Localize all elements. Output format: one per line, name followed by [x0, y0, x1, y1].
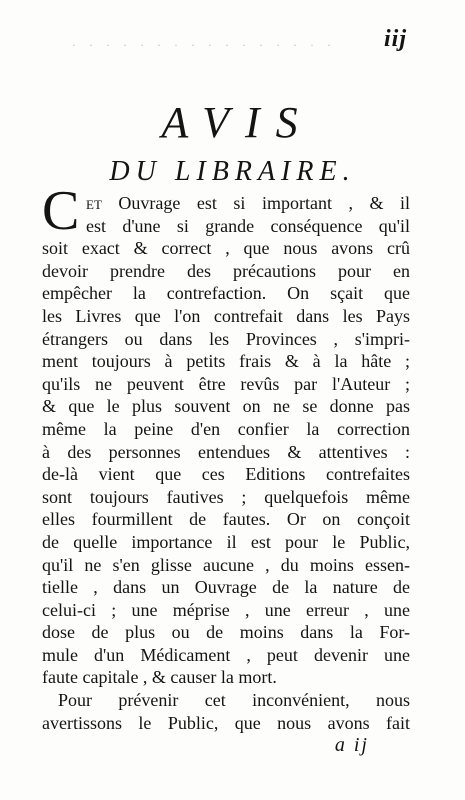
body-line: dose de plus ou de moins dans la For- — [42, 622, 410, 643]
body-line: et Ouvrage est si important , & il — [86, 193, 411, 213]
drop-cap: C — [42, 180, 80, 242]
body-line: & que le plus souvent on ne se donne pas — [42, 396, 410, 417]
signature-mark: a ij — [334, 734, 369, 756]
first-word: et — [86, 193, 102, 213]
body-line: de quelle importance il est pour le Public, — [42, 531, 410, 552]
body-line: même la peine d'en confier la correction — [42, 418, 410, 439]
header-ornament: · · · · · · · · · · · · · · · · — [72, 38, 336, 50]
body-line: étrangers ou dans les Provinces , s'impri- — [42, 328, 410, 349]
body-line: qu'ils ne peuvent être revûs par l'Auteur ; — [42, 373, 410, 394]
body-line: de-là vient que ces Editions contrefaites — [42, 464, 410, 485]
page-number: iij — [383, 26, 407, 52]
body-line: ment toujours à petits frais & à la hâte ; — [42, 351, 410, 372]
body-line: elles fourmillent de fautes. Or on conçoit — [42, 509, 410, 530]
page-title: AVIS — [161, 98, 314, 147]
body-line: devoir prendre des précautions pour en — [42, 260, 410, 281]
body-line: empêcher la contrefaction. On sçait que — [42, 283, 410, 304]
body-line: Pour prévenir cet inconvénient, nous — [58, 690, 410, 711]
body-line: tielle , dans un Ouvrage de la nature de — [42, 577, 410, 598]
body-line: est d'une si grande conséquence qu'il — [86, 215, 410, 236]
body-line: à des personnes entendues & attentives : — [42, 441, 410, 462]
body-line: qu'il ne s'en glisse aucune , du moins essen- — [42, 554, 410, 575]
body-line: celui-ci ; une méprise , une erreur , une — [42, 599, 410, 620]
body-line: soit exact & correct , que nous avons crû — [42, 238, 410, 259]
body-line: faute capitale , & causer la mort. — [42, 667, 277, 688]
body-line: avertissons le Public, que nous avons fait — [42, 712, 410, 733]
body-line: sont toujours fautives ; quelquefois même — [42, 486, 410, 507]
body-line: mule d'un Médicament , peut devenir une — [42, 644, 410, 665]
page-subtitle: DU LIBRAIRE. — [109, 156, 356, 187]
body-text — [42, 192, 410, 734]
body-line: les Livres que l'on contrefait dans les Pays — [42, 305, 410, 326]
